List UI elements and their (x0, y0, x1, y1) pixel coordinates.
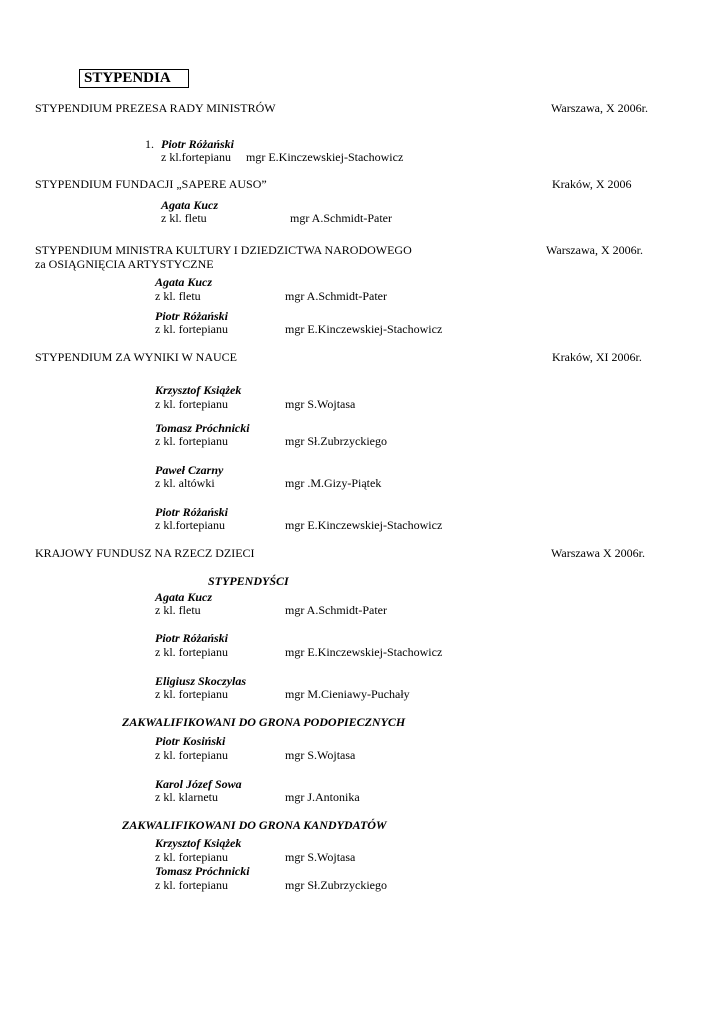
section-heading: KRAJOWY FUNDUSZ NA RZECZ DZIECI (35, 546, 255, 560)
student-name: Piotr Różański (155, 309, 229, 323)
student-teacher: mgr E.Kinczewskiej-Stachowicz (246, 150, 404, 164)
student-class: z kl. altówki (155, 476, 215, 490)
student-class: z kl. fortepianu (155, 687, 228, 701)
student-class: z kl. fortepianu (155, 850, 228, 864)
student-class: z kl. klarnetu (155, 790, 218, 804)
section-date: Warszawa, X 2006r. (546, 243, 644, 257)
student-name: Piotr Kosiński (155, 734, 226, 748)
student-class: z kl. fortepianu (155, 748, 228, 762)
student-name: Agata Kucz (155, 590, 213, 604)
student-class: z kl. fortepianu (155, 434, 228, 448)
student-teacher: mgr M.Cieniawy-Puchały (285, 687, 410, 701)
group-label: ZAKWALIFIKOWANI DO GRONA KANDYDATÓW (122, 818, 387, 832)
group-label: ZAKWALIFIKOWANI DO GRONA PODOPIECZNYCH (122, 715, 406, 729)
entry-number: 1. (145, 137, 154, 151)
page-title: STYPENDIA (79, 69, 189, 88)
student-name: Eligiusz Skoczylas (155, 674, 247, 688)
student-name: Piotr Różański (161, 137, 235, 151)
student-teacher: mgr Sł.Zubrzyckiego (285, 434, 387, 448)
student-teacher: mgr E.Kinczewskiej-Stachowicz (285, 322, 443, 336)
student-teacher: mgr E.Kinczewskiej-Stachowicz (285, 645, 443, 659)
student-class: z kl. fletu (155, 603, 201, 617)
student-teacher: mgr A.Schmidt-Pater (285, 603, 387, 617)
section-heading: STYPENDIUM PREZESA RADY MINISTRÓW (35, 101, 276, 115)
student-class: z kl. fortepianu (155, 397, 228, 411)
section-date: Warszawa, X 2006r. (551, 101, 649, 115)
student-teacher: mgr S.Wojtasa (285, 850, 356, 864)
student-class: z kl. fletu (155, 289, 201, 303)
student-name: Agata Kucz (155, 275, 213, 289)
student-class: z kl. fletu (161, 211, 207, 225)
student-class: z kl. fortepianu (155, 322, 228, 336)
student-name: Krzysztof Książek (155, 383, 242, 397)
student-teacher: mgr A.Schmidt-Pater (285, 289, 387, 303)
student-name: Karol Józef Sowa (155, 777, 242, 791)
student-name: Tomasz Próchnicki (155, 421, 250, 435)
student-teacher: mgr S.Wojtasa (285, 748, 356, 762)
student-class: z kl. fortepianu (155, 645, 228, 659)
student-teacher: mgr S.Wojtasa (285, 397, 356, 411)
student-teacher: mgr Sł.Zubrzyckiego (285, 878, 387, 892)
group-label: STYPENDYŚCI (208, 574, 289, 588)
student-class: z kl.fortepianu (155, 518, 225, 532)
student-name: Krzysztof Książek (155, 836, 242, 850)
student-name: Piotr Różański (155, 631, 229, 645)
student-teacher: mgr .M.Gizy-Piątek (285, 476, 382, 490)
student-teacher: mgr E.Kinczewskiej-Stachowicz (285, 518, 443, 532)
student-name: Agata Kucz (161, 198, 219, 212)
section-heading: STYPENDIUM ZA WYNIKI W NAUCE (35, 350, 237, 364)
student-name: Piotr Różański (155, 505, 229, 519)
section-heading: STYPENDIUM MINISTRA KULTURY I DZIEDZICTWA NARODOWEGO (35, 243, 412, 257)
student-teacher: mgr J.Antonika (285, 790, 360, 804)
section-date: Warszawa X 2006r. (551, 546, 646, 560)
student-name: Tomasz Próchnicki (155, 864, 250, 878)
student-class: z kl. fortepianu (155, 878, 228, 892)
student-teacher: mgr A.Schmidt-Pater (290, 211, 392, 225)
section-heading: STYPENDIUM FUNDACJI „SAPERE AUSO” (35, 177, 267, 191)
section-date: Kraków, XI 2006r. (552, 350, 642, 364)
student-class: z kl.fortepianu (161, 150, 231, 164)
student-name: Paweł Czarny (155, 463, 224, 477)
section-subheading: za OSIĄGNIĘCIA ARTYSTYCZNE (35, 257, 214, 271)
section-date: Kraków, X 2006 (552, 177, 632, 191)
